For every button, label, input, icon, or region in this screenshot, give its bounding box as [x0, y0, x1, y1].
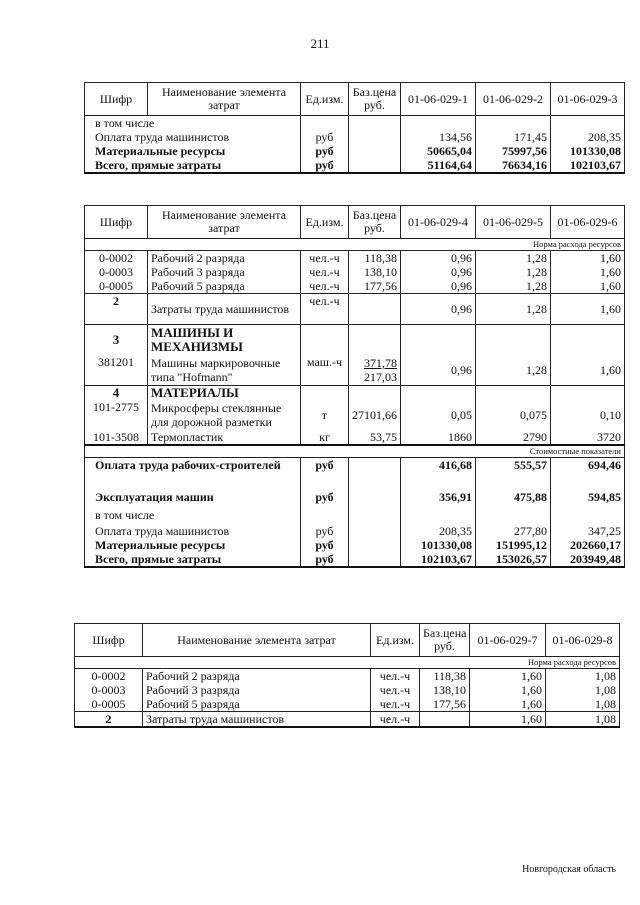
row-unit: руб — [301, 538, 349, 552]
value-cell: 1,60 — [470, 697, 546, 712]
table-2 — [84, 205, 625, 568]
row-code: 381201 — [85, 355, 148, 386]
value-cell: 1,60 — [470, 712, 546, 728]
row-code: 0-0003 — [85, 265, 148, 279]
table-1 — [84, 82, 625, 174]
row-unit: руб — [301, 158, 349, 173]
section-code: 4 — [85, 386, 148, 401]
header-price: Баз.цена руб. — [349, 83, 401, 116]
table-row — [85, 265, 625, 279]
row-price: 53,75 — [349, 430, 401, 445]
value-cell: 203949,48 — [551, 552, 625, 567]
value-cell: 0,96 — [401, 265, 476, 279]
value-cell: 1,60 — [470, 669, 546, 684]
norm-label: Норма расхода ресурсов — [75, 657, 620, 669]
row-price: 138,10 — [349, 265, 401, 279]
table-row — [75, 697, 620, 712]
table-row — [85, 325, 625, 356]
price-primary: 371,78 — [364, 356, 397, 370]
value-cell: 51164,64 — [401, 158, 476, 173]
row-unit: руб — [301, 458, 349, 489]
value-cell: 1,08 — [546, 669, 620, 684]
row-unit: чел.-ч — [371, 712, 420, 728]
value-cell: 3720 — [551, 430, 625, 445]
header-code: Шифр — [75, 624, 143, 657]
row-unit: руб — [301, 488, 349, 506]
row-name: Всего, прямые затраты — [85, 552, 301, 567]
value-cell: 151995,12 — [476, 538, 551, 552]
header-col: 01-06-029-4 — [401, 206, 476, 239]
header-unit: Ед.изм. — [371, 624, 420, 657]
table-row — [85, 355, 625, 386]
row-name: Оплата труда рабочих-строителей — [85, 458, 301, 489]
value-cell: 1,60 — [551, 265, 625, 279]
value-cell: 1,60 — [551, 294, 625, 325]
value-cell: 1,08 — [546, 683, 620, 697]
row-name: Рабочий 3 разряда — [148, 265, 301, 279]
value-cell: 0,96 — [401, 294, 476, 325]
value-cell: 0,075 — [476, 400, 551, 430]
row-unit: руб — [301, 144, 349, 158]
header-col: 01-06-029-3 — [551, 83, 625, 116]
table-row — [85, 386, 625, 401]
table-row — [85, 538, 625, 552]
header-code: Шифр — [85, 83, 148, 116]
row-name: Рабочий 3 разряда — [143, 683, 371, 697]
row-code: 0-0003 — [75, 683, 143, 697]
header-code: Шифр — [85, 206, 148, 239]
row-code: 0-0005 — [75, 697, 143, 712]
row-unit: т — [301, 400, 349, 430]
table-row — [85, 400, 625, 430]
value-cell: 347,25 — [551, 524, 625, 538]
header-name: Наименование элемента затрат — [143, 624, 371, 657]
value-cell: 50665,04 — [401, 144, 476, 158]
value-cell: 75997,56 — [476, 144, 551, 158]
value-cell: 0,96 — [401, 355, 476, 386]
row-name: Микросферы стеклянные для дорожной разметки — [148, 400, 301, 430]
header-name: Наименование элемента затрат — [148, 83, 301, 116]
header-col: 01-06-029-2 — [476, 83, 551, 116]
table-row — [75, 683, 620, 697]
value-cell: 101330,08 — [551, 144, 625, 158]
value-cell: 356,91 — [401, 488, 476, 506]
value-cell: 277,80 — [476, 524, 551, 538]
row-price — [349, 355, 401, 386]
value-cell: 1,28 — [476, 355, 551, 386]
row-name: Затраты труда машинистов — [148, 294, 301, 325]
row-unit: чел.-ч — [371, 683, 420, 697]
row-name: Оплата труда машинистов — [85, 524, 301, 538]
header-col: 01-06-029-6 — [551, 206, 625, 239]
table-row — [75, 712, 620, 728]
row-name: Машины маркировочные типа "Hofmann" — [148, 355, 301, 386]
row-unit: чел.-ч — [301, 251, 349, 266]
row-price: 27101,66 — [349, 400, 401, 430]
row-unit: маш.-ч — [301, 355, 349, 386]
value-cell: 1,28 — [476, 294, 551, 325]
value-cell: 475,88 — [476, 488, 551, 506]
row-name: Материальные ресурсы — [85, 538, 301, 552]
row-name: Рабочий 2 разряда — [148, 251, 301, 266]
row-unit: руб — [301, 130, 349, 144]
row-unit: чел.-ч — [301, 265, 349, 279]
row-price: 138,10 — [420, 683, 470, 697]
value-cell: 0,96 — [401, 251, 476, 266]
row-name: Материальные ресурсы — [85, 144, 301, 158]
row-name: Рабочий 5 разряда — [148, 279, 301, 294]
value-cell: 0,96 — [401, 279, 476, 294]
value-cell: 101330,08 — [401, 538, 476, 552]
cost-label: Стоимостные показатели — [85, 445, 625, 458]
section-title: МАШИНЫ И МЕХАНИЗМЫ — [148, 325, 301, 356]
header-unit: Ед.изм. — [301, 83, 349, 116]
row-code: 2 — [75, 712, 143, 728]
value-cell: 76634,16 — [476, 158, 551, 173]
value-cell: 102103,67 — [551, 158, 625, 173]
table-row — [85, 524, 625, 538]
value-cell: 134,56 — [401, 130, 476, 144]
value-cell: 2790 — [476, 430, 551, 445]
header-price: Баз.цена руб. — [420, 624, 470, 657]
row-name: Всего, прямые затраты — [85, 158, 301, 173]
row-unit: кг — [301, 430, 349, 445]
value-cell: 208,35 — [551, 130, 625, 144]
table-row — [85, 116, 625, 131]
section-title: МАТЕРИАЛЫ — [148, 386, 301, 401]
row-code: 0-0005 — [85, 279, 148, 294]
value-cell: 1,28 — [476, 265, 551, 279]
row-price: 177,56 — [349, 279, 401, 294]
value-cell: 1,60 — [551, 279, 625, 294]
row-name: Эксплуатация машин — [85, 488, 301, 506]
value-cell: 1,08 — [546, 712, 620, 728]
value-cell: 555,57 — [476, 458, 551, 489]
value-cell: 1,60 — [470, 683, 546, 697]
norm-label: Норма расхода ресурсов — [85, 239, 625, 251]
row-code: 101-3508 — [85, 430, 148, 445]
value-cell: 0,05 — [401, 400, 476, 430]
value-cell: 694,46 — [551, 458, 625, 489]
header-price: Баз.цена руб. — [349, 206, 401, 239]
table-row — [85, 506, 625, 524]
value-cell: 594,85 — [551, 488, 625, 506]
row-name: Рабочий 5 разряда — [143, 697, 371, 712]
header-col: 01-06-029-7 — [470, 624, 546, 657]
header-col: 01-06-029-1 — [401, 83, 476, 116]
value-cell: 1,60 — [551, 355, 625, 386]
value-cell: 1,60 — [551, 251, 625, 266]
value-cell: 153026,57 — [476, 552, 551, 567]
value-cell: 1,28 — [476, 251, 551, 266]
row-name: Оплата труда машинистов — [85, 130, 301, 144]
table-row — [85, 552, 625, 567]
table-row — [85, 294, 625, 325]
value-cell: 0,10 — [551, 400, 625, 430]
row-unit: чел.-ч — [301, 279, 349, 294]
row-name: в том числе — [85, 506, 301, 524]
table-row — [75, 669, 620, 684]
row-unit: руб — [301, 552, 349, 567]
row-price: 118,38 — [349, 251, 401, 266]
row-code: 101-2775 — [85, 400, 148, 430]
value-cell: 416,68 — [401, 458, 476, 489]
row-name: Рабочий 2 разряда — [143, 669, 371, 684]
row-price: 177,56 — [420, 697, 470, 712]
row-unit: чел.-ч — [371, 697, 420, 712]
row-price: 118,38 — [420, 669, 470, 684]
header-col: 01-06-029-8 — [546, 624, 620, 657]
value-cell: 208,35 — [401, 524, 476, 538]
value-cell: 1,28 — [476, 279, 551, 294]
table-row — [85, 130, 625, 144]
row-name: Термопластик — [148, 430, 301, 445]
table-row — [85, 430, 625, 445]
table-row — [85, 144, 625, 158]
table-row — [85, 251, 625, 266]
table-row — [85, 158, 625, 173]
section-code: 3 — [85, 325, 148, 356]
footer-region: Новгородская область — [522, 864, 616, 875]
header-col: 01-06-029-5 — [476, 206, 551, 239]
page-number: 211 — [310, 36, 330, 51]
value-cell: 171,45 — [476, 130, 551, 144]
row-code: 0-0002 — [85, 251, 148, 266]
header-unit: Ед.изм. — [301, 206, 349, 239]
row-code: 0-0002 — [75, 669, 143, 684]
table-row — [85, 279, 625, 294]
table-row — [85, 488, 625, 506]
row-code: 2 — [85, 294, 148, 325]
row-name: Затраты труда машинистов — [143, 712, 371, 728]
row-unit: руб — [301, 524, 349, 538]
price-secondary: 217,03 — [364, 370, 397, 384]
value-cell: 102103,67 — [401, 552, 476, 567]
value-cell: 1860 — [401, 430, 476, 445]
value-cell: 202660,17 — [551, 538, 625, 552]
value-cell: 1,08 — [546, 697, 620, 712]
table-row — [85, 458, 625, 489]
table-3 — [74, 623, 620, 728]
row-unit: чел.-ч — [371, 669, 420, 684]
header-name: Наименование элемента затрат — [148, 206, 301, 239]
row-unit: чел.-ч — [301, 294, 349, 325]
row-name: в том числе — [85, 116, 301, 131]
